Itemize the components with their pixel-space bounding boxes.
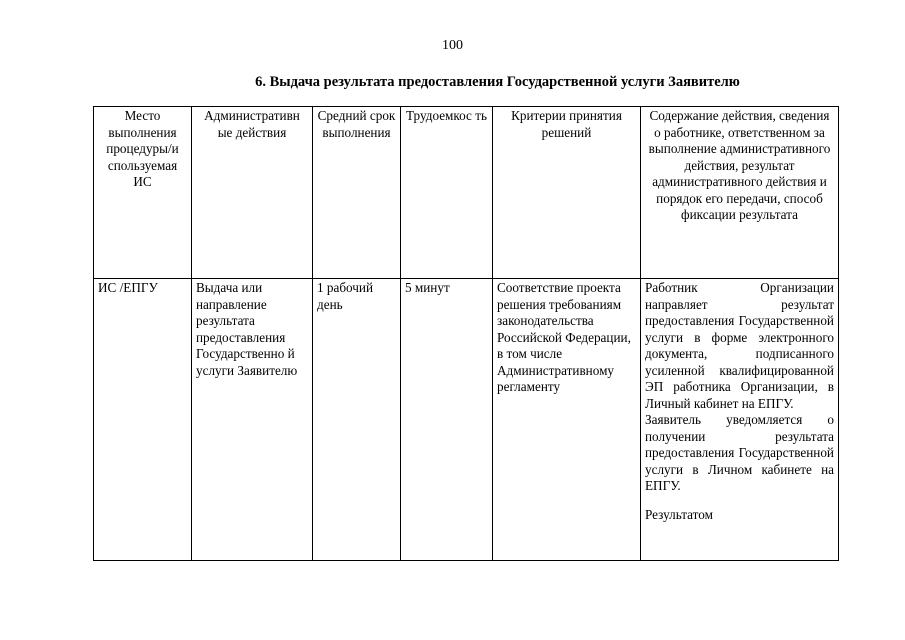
table-header-row	[94, 107, 839, 279]
content-paragraph-2: Заявитель уведомляется о получении результата предоставления Государственной услуги в Личном кабинете на ЕПГУ.	[645, 412, 834, 493]
page-number: 100	[442, 38, 463, 53]
section-title: 6. Выдача результата предоставления Государственной услуги Заявителю	[255, 74, 740, 90]
procedure-table	[93, 106, 839, 561]
cell-criteria: Соответствие проекта решения требованиям законодательства Российской Федерации, в том числе Административному регламенту	[493, 279, 641, 561]
header-place: Место выполнения процедуры/и спользуемая ИС	[94, 107, 192, 279]
header-term: Средний срок выполнения	[313, 107, 401, 279]
cell-place: ИС /ЕПГУ	[94, 279, 192, 561]
cell-content	[641, 279, 839, 561]
cell-action: Выдача или направление результата предоставления Государственно й услуги Заявителю	[192, 279, 313, 561]
cell-effort: 5 минут	[401, 279, 493, 561]
content-paragraph-3: Результатом	[645, 506, 713, 522]
content-paragraph-1: Работник Организации направляет результат предоставления Государственной услуги в форме электронного документа, подписанного усиленной квалифицированной ЭП работника Организации, в Личный кабинет на ЕПГУ.	[645, 280, 834, 411]
cell-term: 1 рабочий день	[313, 279, 401, 561]
table-row	[94, 279, 839, 561]
header-criteria: Критерии принятия решений	[493, 107, 641, 279]
header-actions: Административн ые действия	[192, 107, 313, 279]
header-content: Содержание действия, сведения о работнике, ответственном за выполнение административного действия, результат административного действия и порядок его передачи, способ фиксации результата	[641, 107, 839, 279]
header-effort: Трудоемкос ть	[401, 107, 493, 279]
